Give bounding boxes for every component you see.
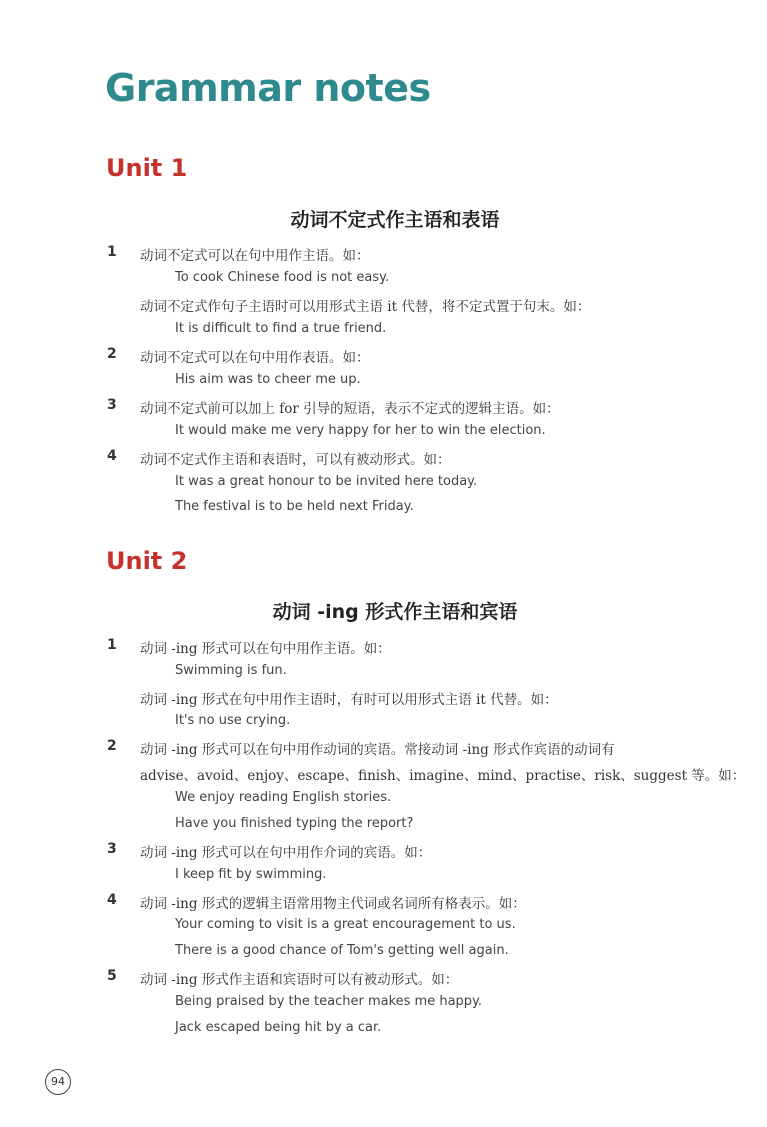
unit-2-item-4-number: 4: [107, 892, 117, 908]
unit-1-item-4-rule: 动词不定式作主语和表语时，可以有被动形式。如：: [140, 452, 451, 468]
page-title: Grammar notes: [105, 66, 431, 110]
unit-2-item-5-example-1: Being praised by the teacher makes me happy.: [175, 994, 483, 1009]
unit-1-item-2-rule: 动词不定式可以在句中用作表语。如：: [140, 350, 370, 366]
unit-2-item-4-example-1: Your coming to visit is a great encouragement to us.: [175, 917, 516, 932]
page-number: 94: [45, 1069, 71, 1095]
unit-2-item-1-example: Swimming is fun.: [175, 663, 287, 678]
unit-1-item-3-rule: 动词不定式前可以加上 for 引导的短语，表示不定式的逻辑主语。如：: [140, 401, 560, 417]
unit-1-item-4-example-1: It was a great honour to be invited here today.: [175, 474, 478, 489]
unit-2-item-2-number: 2: [107, 738, 117, 754]
unit-2-item-3-example: I keep fit by swimming.: [175, 867, 327, 882]
unit-2-item-1-rule: 动词 -ing 形式可以在句中用作主语。如：: [140, 641, 391, 657]
unit-2-item-1-number: 1: [107, 637, 117, 653]
unit-1-item-1-extra-rule: 动词不定式作句子主语时可以用形式主语 it 代替，将不定式置于句末。如：: [140, 299, 591, 315]
unit-1-item-1-number: 1: [107, 244, 117, 260]
unit-1-item-1-example: To cook Chinese food is not easy.: [175, 270, 390, 285]
unit-1-item-2-number: 2: [107, 346, 117, 362]
unit-2-item-4-example-2: There is a good chance of Tom's getting well again.: [175, 943, 509, 958]
unit-2-item-2-example-2: Have you finished typing the report?: [175, 816, 414, 831]
unit-2-item-1-extra-example: It's no use crying.: [175, 713, 291, 728]
unit-1-heading: Unit 1: [106, 154, 188, 182]
unit-2-heading: Unit 2: [106, 547, 188, 575]
unit-2-item-5-example-2: Jack escaped being hit by a car.: [175, 1020, 382, 1035]
unit-2-item-3-rule: 动词 -ing 形式可以在句中用作介词的宾语。如：: [140, 845, 432, 861]
unit-2-item-2-example-1: We enjoy reading English stories.: [175, 790, 392, 805]
unit-2-section-title: 动词 -ing 形式作主语和宾语: [272, 601, 518, 623]
unit-2-item-3-number: 3: [107, 841, 117, 857]
unit-2-item-1-extra-rule: 动词 -ing 形式在句中用作主语时，有时可以用形式主语 it 代替。如：: [140, 692, 558, 708]
unit-2-item-5-number: 5: [107, 968, 117, 984]
unit-1-item-3-number: 3: [107, 397, 117, 413]
unit-1-item-4-example-2: The festival is to be held next Friday.: [175, 499, 414, 514]
unit-2-item-2-rule-continued: advise、avoid、enjoy、escape、finish、imagine、mind、practise、risk、suggest 等。如：: [140, 768, 746, 784]
unit-2-item-4-rule: 动词 -ing 形式的逻辑主语常用物主代词或名词所有格表示。如：: [140, 896, 526, 912]
unit-1-item-3-example: It would make me very happy for her to win the election.: [175, 423, 546, 438]
unit-1-section-title: 动词不定式作主语和表语: [290, 209, 500, 231]
unit-2-item-2-rule: 动词 -ing 形式可以在句中用作动词的宾语。常接动词 -ing 形式作宾语的动词有: [140, 742, 615, 758]
unit-1-item-1-rule: 动词不定式可以在句中用作主语。如：: [140, 248, 370, 264]
unit-1-item-2-example: His aim was to cheer me up.: [175, 372, 361, 387]
unit-1-item-4-number: 4: [107, 448, 117, 464]
unit-2-item-5-rule: 动词 -ing 形式作主语和宾语时可以有被动形式。如：: [140, 972, 459, 988]
unit-1-item-1-extra-example: It is difficult to find a true friend.: [175, 321, 387, 336]
